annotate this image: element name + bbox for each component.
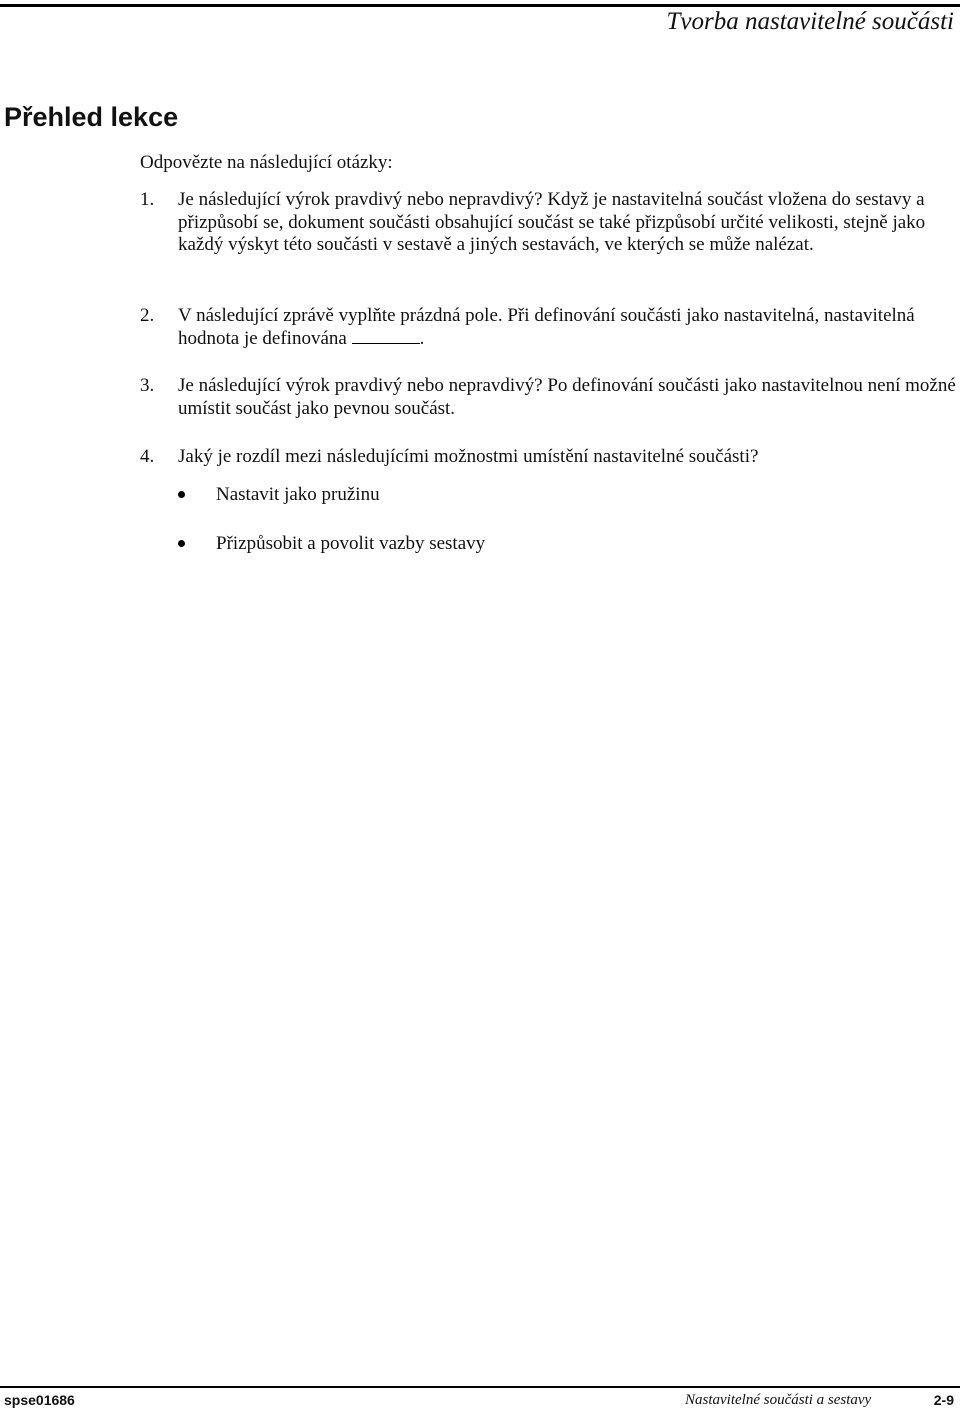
footer-doc-code: spse01686 — [4, 1392, 75, 1408]
option-item — [178, 532, 485, 555]
question-text-before-blank: V následující zprávě vyplňte prázdná pole. Při definování součásti jako nastavitelná, nastavitelná hodnota je definována — [178, 305, 915, 349]
intro-text: Odpovězte na následující otázky: — [140, 152, 393, 173]
option-text: Přizpůsobit a povolit vazby sestavy — [216, 533, 486, 554]
question-4 — [140, 446, 956, 469]
question-number: 1. — [140, 189, 155, 210]
footer-book-title: Nastavitelné součásti a sestavy — [685, 1392, 872, 1408]
question-text: Je následující výrok pravdivý nebo nepravdivý? Po definování součásti jako nastavitelnou není možné umístit součást jako pevnou součást. — [178, 375, 956, 419]
question-1 — [140, 189, 956, 257]
question-number: 3. — [140, 375, 155, 396]
option-text: Nastavit jako pružinu — [216, 484, 380, 505]
question-text-after-blank: . — [419, 327, 425, 349]
fill-in-blank[interactable] — [352, 329, 420, 344]
footer-page-number: 2-9 — [933, 1392, 954, 1408]
question-text: Je následující výrok pravdivý nebo nepravdivý? Když je nastavitelná součást vložena do sestavy a přizpůsobí se, dokument součásti obsahující součást se také přizpůsobí určité velikosti, stejně jako každý výskyt této součásti v sestavě a jiných sestavách, ve kterých se může nalézat. — [178, 189, 926, 255]
option-item — [178, 483, 380, 506]
section-title: Přehled lekce — [4, 102, 179, 132]
bullet-icon — [178, 540, 185, 547]
footer-rule — [0, 1386, 960, 1388]
running-header-title: Tvorba nastavitelné součásti — [666, 8, 954, 35]
question-text — [178, 305, 956, 350]
question-number: 4. — [140, 446, 155, 467]
question-number: 2. — [140, 305, 155, 326]
question-3 — [140, 375, 956, 420]
question-text: Jaký je rozdíl mezi následujícími možnostmi umístění nastavitelné součásti? — [178, 446, 759, 467]
question-2 — [140, 305, 956, 350]
bullet-icon — [178, 491, 185, 498]
